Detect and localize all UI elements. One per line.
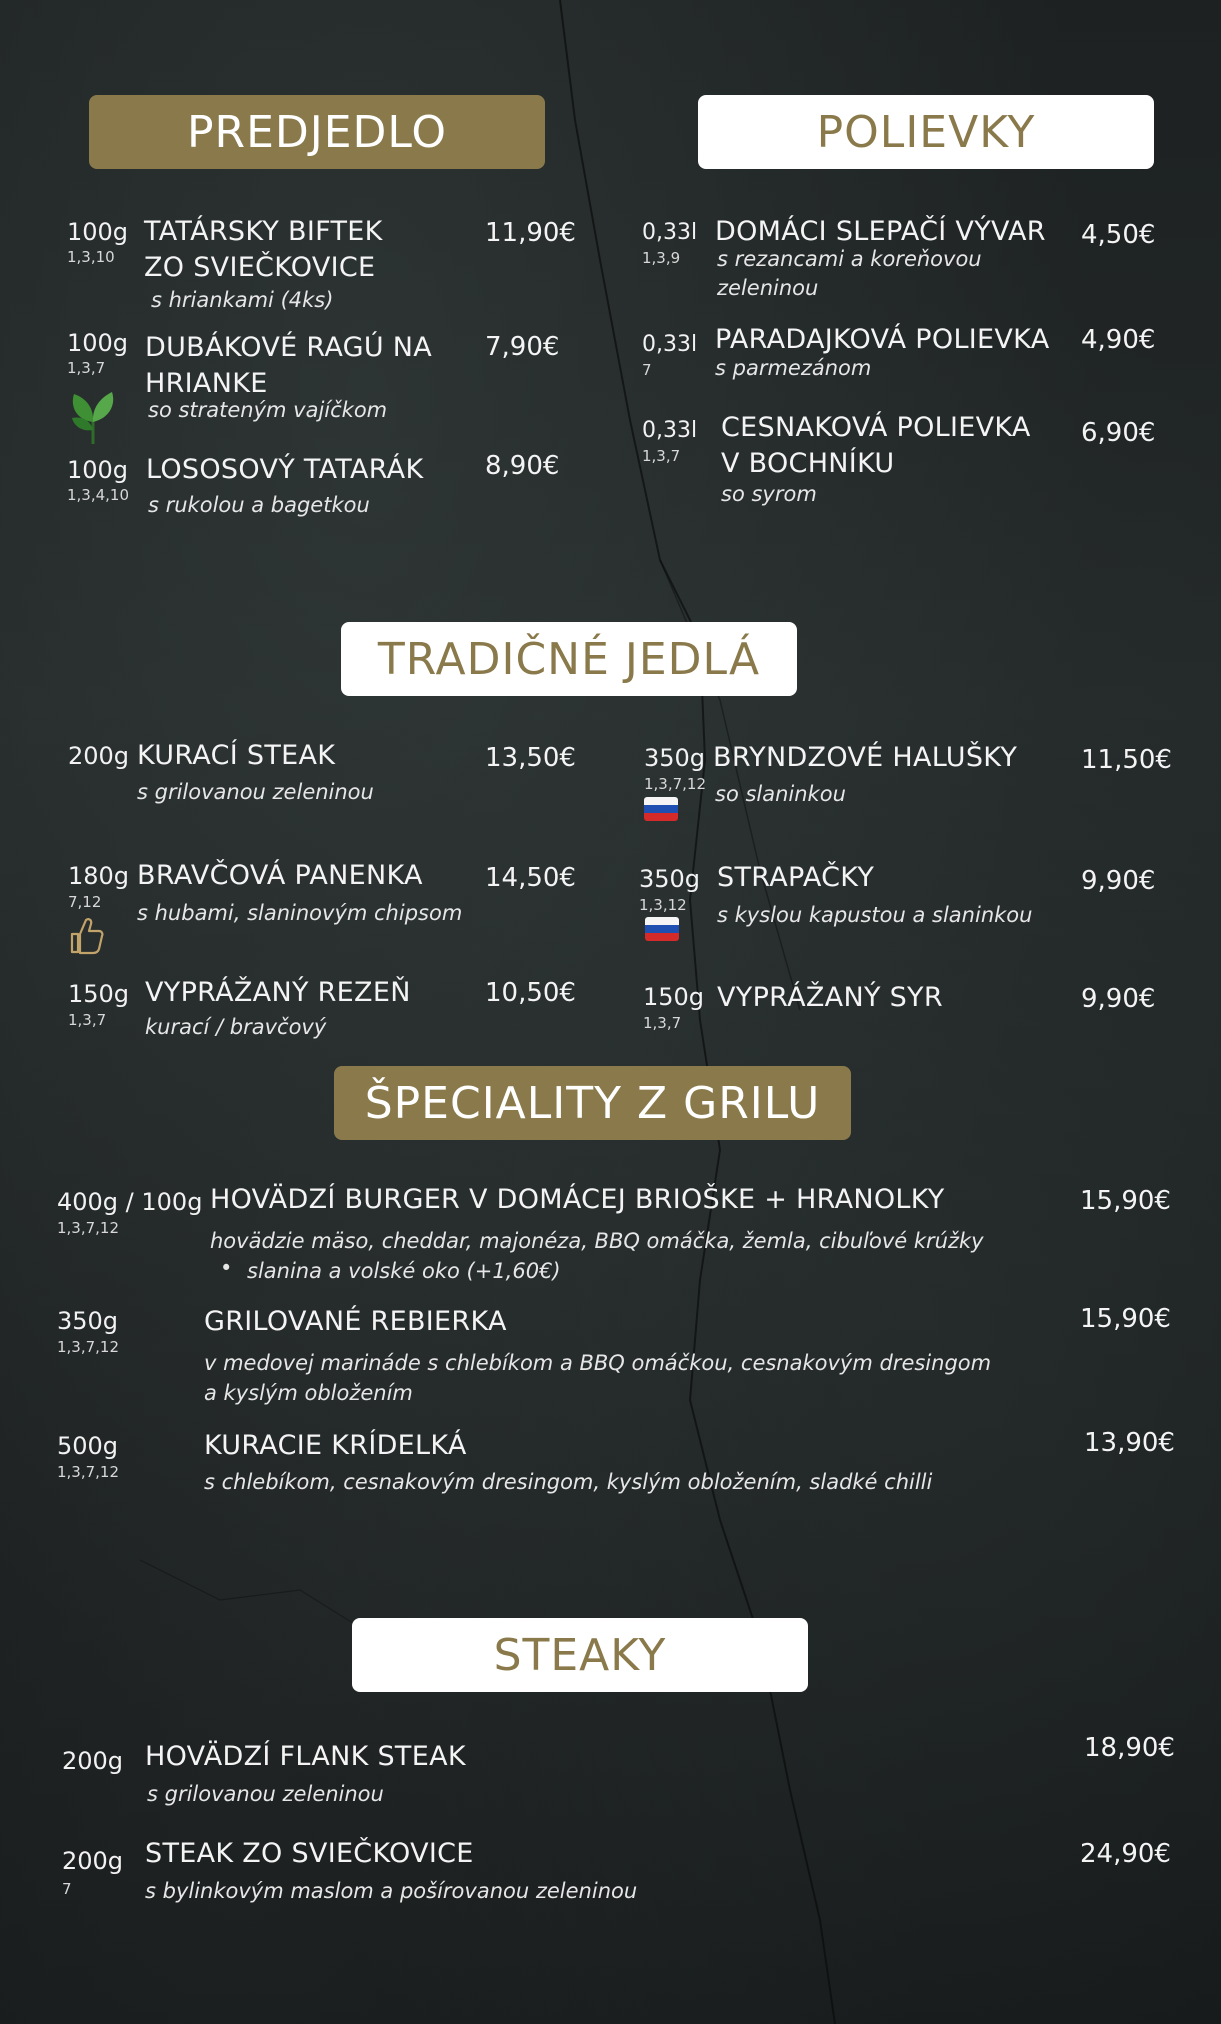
item-allergens: 1,3,7 [67,359,106,377]
item-weight: 0,33l [642,418,698,443]
item-allergens: 1,3,7,12 [57,1463,120,1481]
item-description: s hriankami (4ks) [151,288,334,312]
item-price: 11,90€ [485,218,576,248]
item-name: DOMÁCI SLEPAČÍ VÝVAR [715,216,1046,247]
item-weight: 350g [639,865,701,893]
section-header-gril [334,1066,851,1140]
item-price: 18,90€ [1084,1733,1175,1763]
item-description: s rukolou a bagetkou [148,493,370,517]
section-header-tradicne [341,622,797,696]
item-name: VYPRÁŽANÝ REZEŇ [145,977,411,1008]
section-header-predjedlo [89,95,545,169]
item-description: s chlebíkom, cesnakovým dresingom, kyslým obložením, sladké chilli [204,1470,933,1494]
item-price: 15,90€ [1080,1186,1171,1216]
item-description: s kyslou kapustou a slaninkou [717,903,1033,927]
item-weight: 100g [67,456,129,484]
item-weight: 350g [644,744,706,772]
item-allergens: 1,3,7 [642,447,681,465]
item-weight: 350g [57,1307,119,1335]
item-weight: 400g / 100g [57,1188,203,1216]
item-name: GRILOVANÉ REBIERKA [204,1306,507,1337]
item-name: LOSOSOVÝ TATARÁK [146,454,424,485]
item-description: so strateným vajíčkom [148,398,388,422]
thumbs-up-icon [68,914,104,956]
item-price: 7,90€ [485,332,560,362]
item-name: HOVÄDZÍ FLANK STEAK [145,1741,466,1772]
item-name: V BOCHNÍKU [721,448,895,479]
item-extra: slanina a volské oko (+1,60€) [247,1259,561,1283]
item-name: VYPRÁŽANÝ SYR [717,982,943,1013]
item-price: 15,90€ [1080,1304,1171,1334]
item-weight: 200g [62,1847,124,1875]
item-name: ZO SVIEČKOVICE [144,252,376,283]
item-weight: 200g [62,1747,124,1775]
item-name: TATÁRSKY BIFTEK [144,216,383,247]
item-weight: 180g [68,862,130,890]
item-description: kurací / bravčový [145,1015,327,1039]
item-allergens: 1,3,7 [643,1014,682,1032]
item-description: v medovej marináde s chlebíkom a BBQ omáčkou, cesnakovým dresingom [204,1351,992,1375]
item-allergens: 7 [642,361,652,379]
section-title: PREDJEDLO [186,106,448,158]
item-price: 8,90€ [485,451,560,481]
item-allergens: 7 [62,1880,72,1898]
item-weight: 0,33l [642,332,698,357]
item-weight: 150g [68,980,130,1008]
item-name: CESNAKOVÁ POLIEVKA [721,412,1031,443]
item-allergens: 1,3,7,12 [57,1219,120,1237]
item-weight: 0,33l [642,220,698,245]
item-weight: 100g [67,218,129,246]
item-description: s grilovanou zeleninou [137,780,374,804]
slovak-flag-icon [644,797,678,821]
bullet-marker: • [220,1256,233,1280]
item-weight: 200g [68,742,130,770]
section-header-steaky [352,1618,808,1692]
item-description: so syrom [721,482,817,506]
item-price: 10,50€ [485,978,576,1008]
item-name: HRIANKE [145,368,268,399]
item-price: 13,50€ [485,743,576,773]
item-weight: 100g [67,329,129,357]
item-price: 4,50€ [1081,220,1156,250]
item-price: 4,90€ [1081,325,1156,355]
item-name: HOVÄDZÍ BURGER V DOMÁCEJ BRIOŠKE + HRANOLKY [210,1184,945,1215]
item-description: s parmezánom [715,356,872,380]
item-allergens: 1,3,12 [639,896,687,914]
item-name: STRAPAČKY [717,862,875,893]
item-name: BRAVČOVÁ PANENKA [137,860,423,891]
item-allergens: 1,3,4,10 [67,486,130,504]
section-title: STEAKY [493,1629,667,1681]
item-allergens: 1,3,10 [67,248,115,266]
item-allergens: 1,3,9 [642,249,681,267]
item-name: BRYNDZOVÉ HALUŠKY [713,742,1018,773]
item-description: s grilovanou zeleninou [147,1782,384,1806]
item-name: KURACÍ STEAK [137,740,336,771]
slovak-flag-icon [645,917,679,941]
section-title: ŠPECIALITY Z GRILU [364,1077,821,1129]
item-price: 9,90€ [1081,866,1156,896]
item-weight: 500g [57,1432,119,1460]
item-description: s hubami, slaninovým chipsom [137,901,463,925]
item-name: STEAK ZO SVIEČKOVICE [145,1838,474,1869]
item-price: 13,90€ [1084,1428,1175,1458]
item-description: a kyslým obložením [204,1381,413,1405]
item-name: DUBÁKOVÉ RAGÚ NA [145,332,433,363]
item-price: 24,90€ [1080,1839,1171,1869]
section-header-polievky [698,95,1154,169]
item-allergens: 1,3,7 [68,1011,107,1029]
item-weight: 150g [643,983,705,1011]
leaf-icon [68,390,118,446]
item-price: 14,50€ [485,863,576,893]
item-name: KURACIE KRÍDELKÁ [204,1430,467,1461]
item-description: hovädzie mäso, cheddar, majonéza, BBQ omáčka, žemla, cibuľové krúžky [210,1229,984,1253]
item-description: zeleninou [717,276,819,300]
item-allergens: 7,12 [68,893,102,911]
item-price: 11,50€ [1081,745,1172,775]
section-title: POLIEVKY [816,106,1036,158]
item-price: 6,90€ [1081,418,1156,448]
section-title: TRADIČNÉ JEDLÁ [377,633,761,685]
item-description: s rezancami a koreňovou [717,247,982,271]
item-name: PARADAJKOVÁ POLIEVKA [715,324,1050,355]
item-allergens: 1,3,7,12 [57,1338,120,1356]
item-description: s bylinkovým maslom a pošírovanou zeleninou [145,1879,638,1903]
item-allergens: 1,3,7,12 [644,775,707,793]
item-price: 9,90€ [1081,984,1156,1014]
item-description: so slaninkou [715,782,846,806]
